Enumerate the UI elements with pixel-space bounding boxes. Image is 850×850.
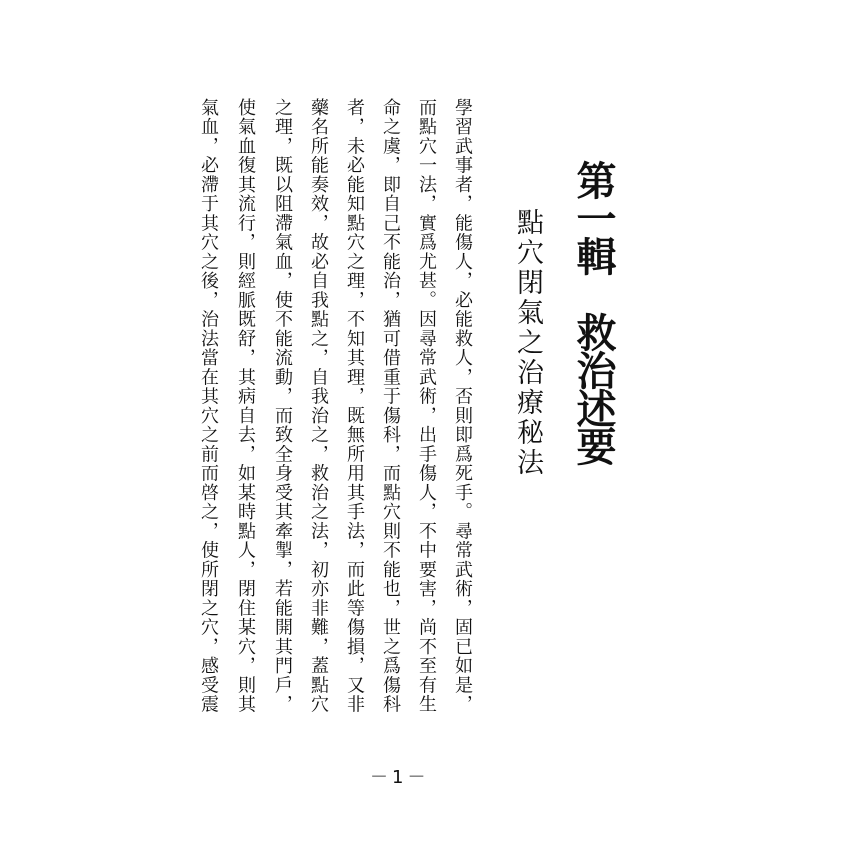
body-column-5: 藥名所能奏效，故必自我點之，自我治之，救治之法，初亦非難，蓋點穴	[308, 98, 329, 714]
chapter-title: 第一輯 救治述要	[570, 160, 617, 464]
body-column-3: 命之虞，即自己不能治，猶可借重于傷科，而點穴則不能也，世之爲傷科	[380, 98, 401, 714]
page-number: －1－	[370, 767, 430, 788]
body-column-6: 之理，既以阻滯氣血，使不能流動，而致全身受其牽掣，若能開其門戶，	[272, 98, 293, 714]
body-column-2: 而點穴一法，實爲尤甚。因尋常武術，出手傷人，不中要害，尚不至有生	[416, 98, 437, 714]
body-column-8: 氣血，必滯于其穴之後，治法當在其穴之前而啓之，使所閉之穴，感受震	[198, 98, 219, 714]
body-column-4: 者，未必能知點穴之理，不知其理，既無所用其手法，而此等傷損，又非	[344, 98, 365, 714]
section-title: 點穴閉氣之治療秘法	[512, 208, 543, 478]
body-column-1: 學習武事者，能傷人，必能救人，否則即爲死手。尋常武術，固已如是，	[452, 98, 473, 714]
body-column-7: 使氣血復其流行，則經脈既舒，其病自去，如某時點人，閉住某穴，則其	[235, 98, 256, 714]
